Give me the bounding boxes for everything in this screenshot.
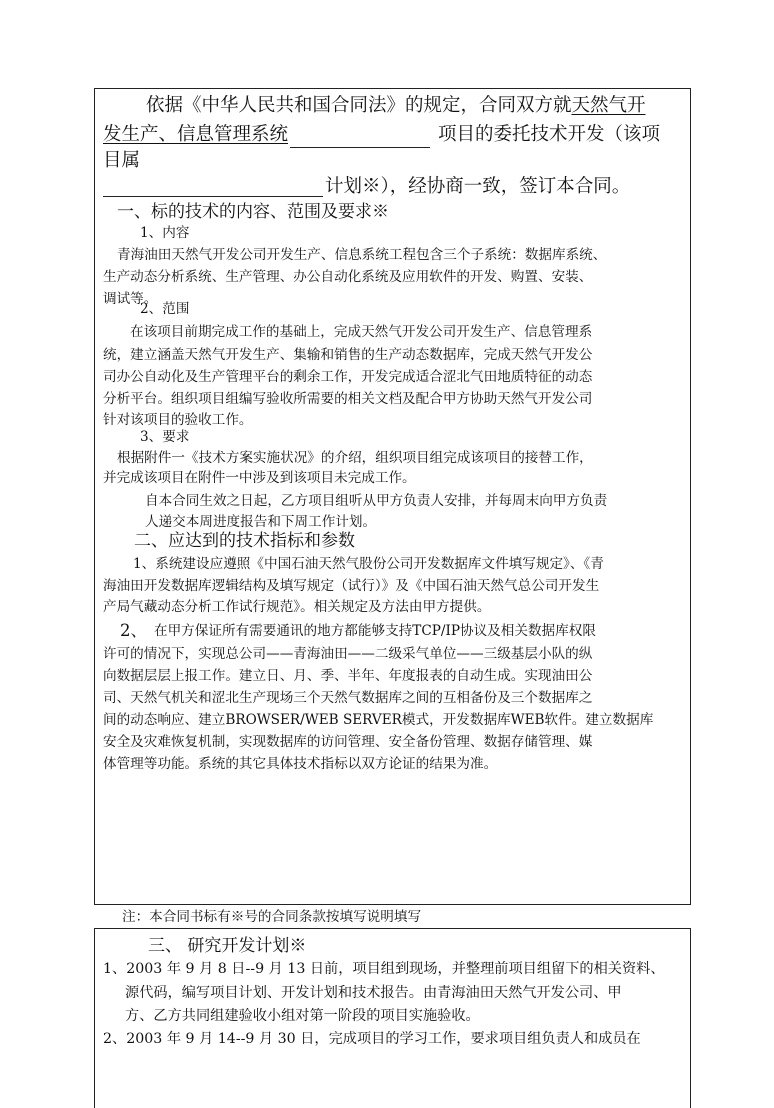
intro-text: 依据《中华人民共和国合同法》的规定，合同双方就 — [146, 95, 572, 116]
plan-line: 1、2003 年 9 月 8 日--9 月 13 日前，项目组到现场，并整理前项目组留下的相关资料、 — [103, 961, 665, 977]
requirement-line: 根据附件一《技术方案实施状况》的介绍，组织项目组完成该项目的接替工作， — [117, 450, 593, 466]
sub-heading-content: 1、内容 — [140, 225, 190, 241]
intro-line-2 — [103, 126, 288, 145]
scope-line: 司办公自动化及生产管理平台的剩余工作，开发完成适合涩北气田地质特征的动态 — [103, 369, 593, 385]
scope-line: 在该项目前期完成工作的基础上，完成天然气开发公司开发生产、信息管理系 — [130, 324, 593, 340]
project-name-fill: 天然气开 — [571, 95, 646, 116]
indicator-line: 1、系统建设应遵照《中国石油天然气股份公司开发数据库文件填写规定》、《青 — [133, 556, 604, 572]
scope-line: 针对该项目的验收工作。 — [103, 412, 253, 428]
blank-underline — [290, 147, 430, 148]
intro-line-2b: 项目的委托技术开发（该项 — [438, 124, 661, 145]
content-line: 青海油田天然气开发公司开发生产、信息系统工程包含三个子系统：数据库系统、 — [117, 247, 607, 263]
requirement-line: 人递交本周进度报告和下周工作计划。 — [145, 514, 377, 530]
indicator-line: 安全及灾难恢复机制，实现数据库的访问管理、安全备份管理、数据存储管理、媒 — [103, 734, 593, 750]
intro-line-4: 计划※），经协商一致，签订本合同。 — [325, 176, 631, 197]
scope-line: 统，建立涵盖天然气开发生产、集输和销售的生产动态数据库，完成天然气开发公 — [103, 347, 593, 363]
indicator-line: 间的动态响应、建立BROWSER/WEB SERVER模式，开发数据库WEB软件。建立数据库 — [103, 712, 654, 728]
section1-heading: 一、标的技术的内容、范围及要求※ — [117, 202, 389, 222]
section2-heading: 二、应达到的技术指标和参数 — [134, 531, 355, 551]
plan-line: 源代码，编写项目计划、开发计划和技术报告。由青海油田天然气开发公司、甲 — [125, 985, 622, 1001]
project-name-fill-cont: 发生产、信息管理系统 — [103, 124, 289, 145]
content-line: 生产动态分析系统、生产管理、办公自动化系统及应用软件的开发、购置、安装、 — [103, 269, 593, 285]
indicator-line: 产局气藏动态分析工作试行规范》。相关规定及方法由甲方提供。 — [103, 599, 491, 615]
scope-line: 分析平台。组织项目组编写验收所需要的相关文档及配合甲方协助天然气开发公司 — [103, 391, 593, 407]
indicator-line: 向数据层层上报工作。建立日、月、季、半年、年度报表的自动生成。实现油田公 — [103, 668, 593, 684]
footnote: 注：本合同书标有※号的合同条款按填写说明填写 — [122, 909, 422, 925]
indicator-line: 许可的情况下，实现总公司——青海油田——二级采气单位——三级基层小队的纵 — [103, 646, 593, 662]
requirement-line: 自本合同生效之日起，乙方项目组听从甲方负责人安排，并每周末向甲方负责 — [145, 493, 608, 509]
indicator-line: 司、天然气机关和涩北生产现场三个天然气数据库之间的互相备份及三个数据库之 — [103, 690, 593, 706]
intro-line-1 — [146, 97, 646, 116]
sub-heading-requirements: 3、要求 — [140, 429, 190, 445]
plan-line: 方、乙方共同组建验收小组对第一阶段的项目实施验收。 — [125, 1008, 480, 1024]
sub-heading-scope: 2、范围 — [140, 301, 190, 317]
intro-line-3: 目属 — [103, 150, 141, 171]
plan-blank-underline — [103, 196, 323, 197]
indicator-line: 体管理等功能。系统的其它具体技术指标以双方论证的结果为准。 — [103, 756, 498, 772]
indicator-number: 2、 — [120, 621, 147, 640]
indicator-line: 海油田开发数据库逻辑结构及填写规定（试行）》及《中国石油天然气总公司开发生 — [103, 578, 600, 594]
content-line: 调试等。 — [103, 291, 158, 307]
section3-heading: 三、 研究开发计划※ — [148, 936, 307, 956]
requirement-line: 并完成该项目在附件一中涉及到该项目未完成工作。 — [103, 470, 416, 486]
indicator-line: 在甲方保证所有需要通讯的地方都能够支持TCP/IP协议及相关数据库权限 — [154, 623, 596, 639]
plan-line: 2、2003 年 9 月 14--9 月 30 日，完成项目的学习工作，要求项目组负责人和成员在 — [103, 1031, 641, 1047]
